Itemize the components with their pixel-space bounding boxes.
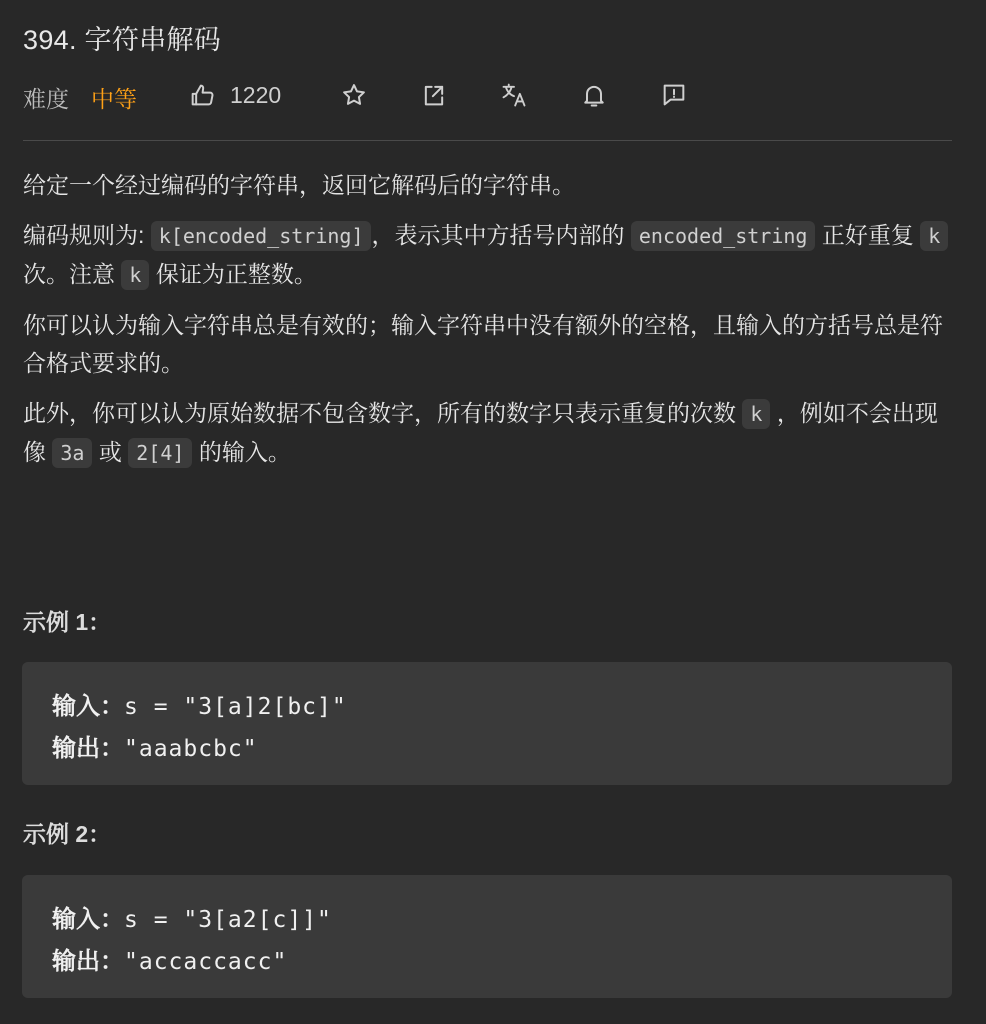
like-count: 1220 bbox=[230, 81, 282, 108]
problem-title: 394. 字符串解码 bbox=[23, 25, 222, 55]
inline-code: k bbox=[121, 260, 149, 290]
feedback-icon bbox=[660, 81, 688, 109]
header-divider bbox=[23, 140, 952, 141]
example-2-title: 示例 2： bbox=[23, 821, 112, 847]
example-1-block bbox=[22, 662, 952, 785]
difficulty-badge: 中等 bbox=[91, 86, 137, 112]
example-1-input: 输入：s = "3[a]2[bc]" bbox=[52, 693, 347, 720]
problem-description bbox=[23, 166, 952, 484]
problem-toolbar bbox=[23, 78, 952, 112]
translate-icon bbox=[500, 81, 528, 109]
star-icon bbox=[340, 81, 368, 109]
translate-button[interactable] bbox=[500, 78, 528, 112]
inline-code: k bbox=[920, 221, 948, 251]
example-2-block bbox=[22, 875, 952, 998]
favorite-button[interactable] bbox=[340, 78, 368, 112]
description-paragraph-2: 编码规则为: k[encoded_string] ，表示其中方括号内部的 encoded_string 正好重复 k 次。注意 k 保证为正整数。 bbox=[23, 216, 952, 294]
notification-button[interactable] bbox=[580, 78, 608, 112]
feedback-button[interactable] bbox=[660, 78, 688, 112]
bell-icon bbox=[580, 81, 608, 109]
inline-code: 3a bbox=[52, 438, 92, 468]
description-paragraph-3: 你可以认为输入字符串总是有效的；输入字符串中没有额外的空格，且输入的方括号总是符合格式要求的。 bbox=[23, 312, 943, 376]
inline-code: 2[4] bbox=[128, 438, 192, 468]
example-2-input: 输入：s = "3[a2[c]]" bbox=[52, 906, 332, 933]
example-1-output: 输出："aaabcbc" bbox=[52, 735, 258, 762]
example-2-output: 输出："accaccacc" bbox=[52, 948, 288, 975]
share-button[interactable] bbox=[420, 78, 448, 112]
thumbs-up-icon bbox=[188, 81, 216, 109]
inline-code: k[encoded_string] bbox=[151, 221, 372, 251]
like-button[interactable] bbox=[188, 78, 281, 112]
inline-code: encoded_string bbox=[631, 221, 816, 251]
share-icon bbox=[420, 81, 448, 109]
inline-code: k bbox=[742, 399, 770, 429]
description-paragraph-4: 此外，你可以认为原始数据不包含数字，所有的数字只表示重复的次数 k ，例如不会出现像 3a 或 2[4] 的输入。 bbox=[23, 394, 952, 472]
description-paragraph-1: 给定一个经过编码的字符串，返回它解码后的字符串。 bbox=[23, 172, 575, 198]
difficulty-label: 难度 bbox=[23, 86, 69, 112]
example-1-title: 示例 1： bbox=[23, 609, 112, 635]
